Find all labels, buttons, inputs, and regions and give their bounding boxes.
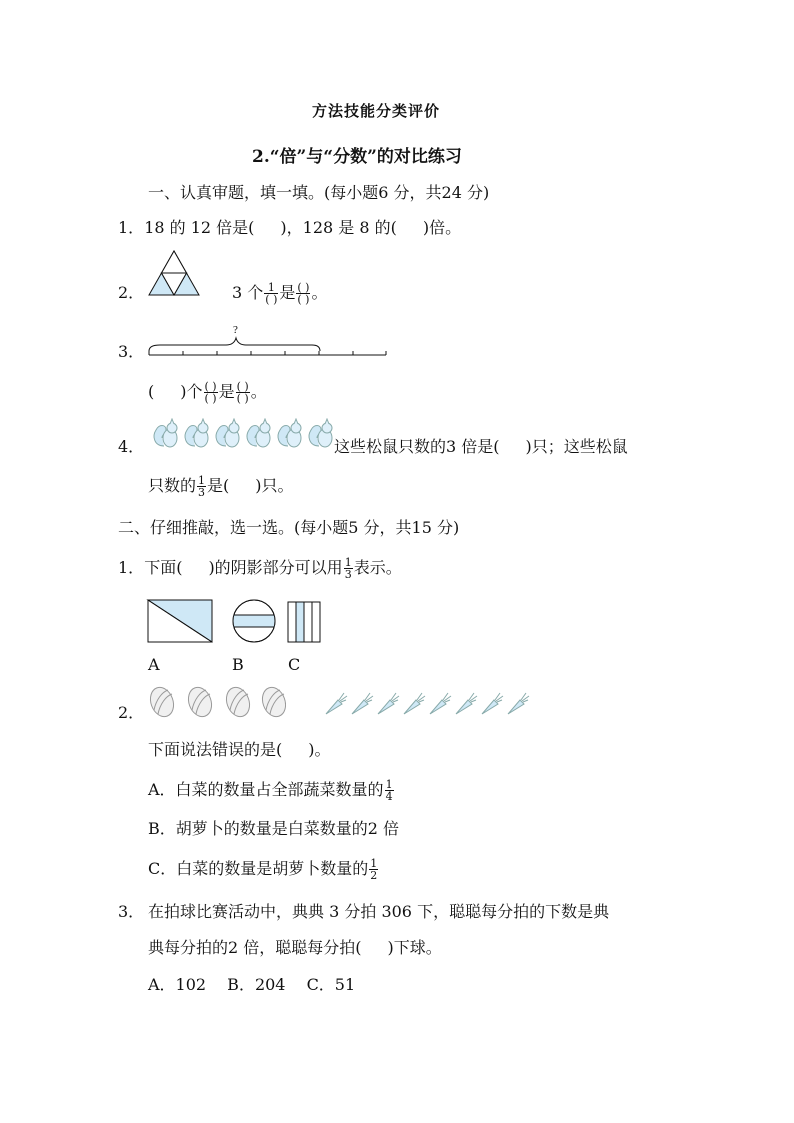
- frac-denominator[interactable]: ( ): [204, 392, 217, 405]
- squirrels-picture: [148, 418, 334, 452]
- section2-heading: 二、仔细推敲，选一选。(每小题5 分，共15 分): [118, 518, 460, 537]
- q3-mid: 是: [218, 382, 235, 401]
- option-b[interactable]: B．胡萝卜的数量是白菜数量的2 倍: [148, 819, 400, 838]
- s2q1-mid: )的阴影部分可以用: [208, 558, 343, 577]
- s2-q1: [118, 557, 402, 580]
- s2-q2-prompt: [148, 740, 331, 760]
- option-c[interactable]: [148, 858, 379, 881]
- fraction: [296, 282, 310, 305]
- q3-end: 。: [250, 382, 267, 401]
- q3-a: )个: [180, 382, 203, 401]
- option-c-rectangle: [288, 602, 320, 642]
- page-title: 2.“倍”与“分数”的对比练习: [252, 147, 462, 167]
- q-number: 4．: [118, 437, 145, 456]
- fraction: [369, 858, 378, 881]
- q4-line2-b: 是(: [207, 476, 230, 495]
- q2-mid: 是: [279, 283, 296, 302]
- q4-line2-pre: 只数的: [148, 476, 197, 495]
- frac-numerator: 1: [385, 778, 393, 791]
- q1-text-b: )，128 是 8 的(: [280, 218, 397, 237]
- segment-line-figure: [146, 320, 390, 360]
- frac-numerator[interactable]: ( ): [297, 281, 310, 294]
- frac-denominator[interactable]: ( ): [236, 392, 249, 405]
- fraction: [197, 475, 206, 498]
- question-mark: ?: [233, 324, 238, 336]
- fraction: [385, 779, 394, 802]
- q-number: 2．: [118, 283, 145, 302]
- frac-numerator: 1: [370, 857, 378, 870]
- s2q1-pre: 下面(: [144, 558, 183, 577]
- fraction: [344, 557, 353, 580]
- q4-line1: 这些松鼠只数的3 倍是(: [334, 437, 500, 456]
- q-number: 3．: [118, 342, 145, 361]
- s2-q3-line1: 在拍球比赛活动中，典典 3 分拍 306 下，聪聪每分拍的下数是典: [148, 902, 610, 921]
- frac-numerator: 1: [198, 474, 206, 487]
- q4-line1b: )只；这些松鼠: [525, 437, 628, 456]
- q1-text-c: )倍。: [422, 218, 462, 237]
- cabbage-icon: [147, 684, 178, 720]
- option-a-text: A．白菜的数量占全部蔬菜数量的: [148, 780, 384, 799]
- s2q1-end: 表示。: [353, 558, 402, 577]
- s2q2-prompt-b: )。: [308, 740, 331, 759]
- s1-q3-text: [148, 381, 267, 404]
- s2q2-prompt-a: 下面说法错误的是(: [148, 740, 283, 759]
- carrot-icon: [326, 693, 347, 714]
- option-label-b[interactable]: B: [232, 655, 244, 674]
- carrots-picture: [324, 690, 538, 718]
- frac-denominator: 3: [198, 486, 206, 499]
- cabbages-picture: [146, 684, 286, 720]
- q1-text-a: 18 的 12 倍是(: [144, 218, 255, 237]
- q-number: 2．: [118, 703, 145, 722]
- section1-heading: 一、认真审题，填一填。(每小题6 分，共24 分): [148, 183, 490, 202]
- frac-numerator[interactable]: ( ): [236, 380, 249, 393]
- frac-denominator: 2: [370, 869, 378, 882]
- frac-denominator: 4: [385, 790, 393, 803]
- shape-options-figure: [146, 598, 326, 644]
- q-number: 1．: [118, 558, 145, 577]
- s2-q3-line2: [148, 938, 442, 958]
- option-b-circle: [233, 600, 275, 642]
- fraction: [236, 381, 250, 404]
- option-label-a[interactable]: A: [148, 655, 160, 674]
- s1-q1: [118, 218, 461, 238]
- option-c-text: C．白菜的数量是胡萝卜数量的: [148, 859, 369, 878]
- q2-end: 。: [311, 283, 328, 302]
- s1-q2-text: [232, 282, 328, 305]
- squirrel-icon: [154, 419, 177, 447]
- q-number: 3．: [118, 902, 145, 921]
- s2-q3-options[interactable]: A．102 B．204 C．51: [148, 975, 356, 994]
- triangle-figure: [147, 249, 201, 297]
- q4-line2-c: )只。: [255, 476, 294, 495]
- frac-denominator: 3: [344, 568, 352, 581]
- fraction: [204, 381, 218, 404]
- option-a[interactable]: [148, 779, 395, 802]
- category-heading: 方法技能分类评价: [312, 102, 441, 120]
- fraction: [264, 282, 278, 305]
- s1-q4-line2: [148, 475, 294, 498]
- s1-q4-line1: [334, 437, 628, 457]
- s2q3-line2b: )下球。: [387, 938, 442, 957]
- q3-pre: (: [148, 382, 155, 401]
- option-label-c[interactable]: C: [288, 655, 301, 674]
- frac-numerator: 1: [344, 556, 352, 569]
- option-a-rectangle: [148, 600, 212, 642]
- frac-numerator[interactable]: ( ): [204, 380, 217, 393]
- frac-denominator[interactable]: ( ): [297, 293, 310, 306]
- frac-denominator[interactable]: ( ): [265, 293, 278, 306]
- frac-numerator: 1: [264, 282, 278, 294]
- q2-pre: 3 个: [232, 283, 264, 302]
- s2q3-line2a: 典每分拍的2 倍，聪聪每分拍(: [148, 938, 362, 957]
- q-number: 1．: [118, 218, 145, 237]
